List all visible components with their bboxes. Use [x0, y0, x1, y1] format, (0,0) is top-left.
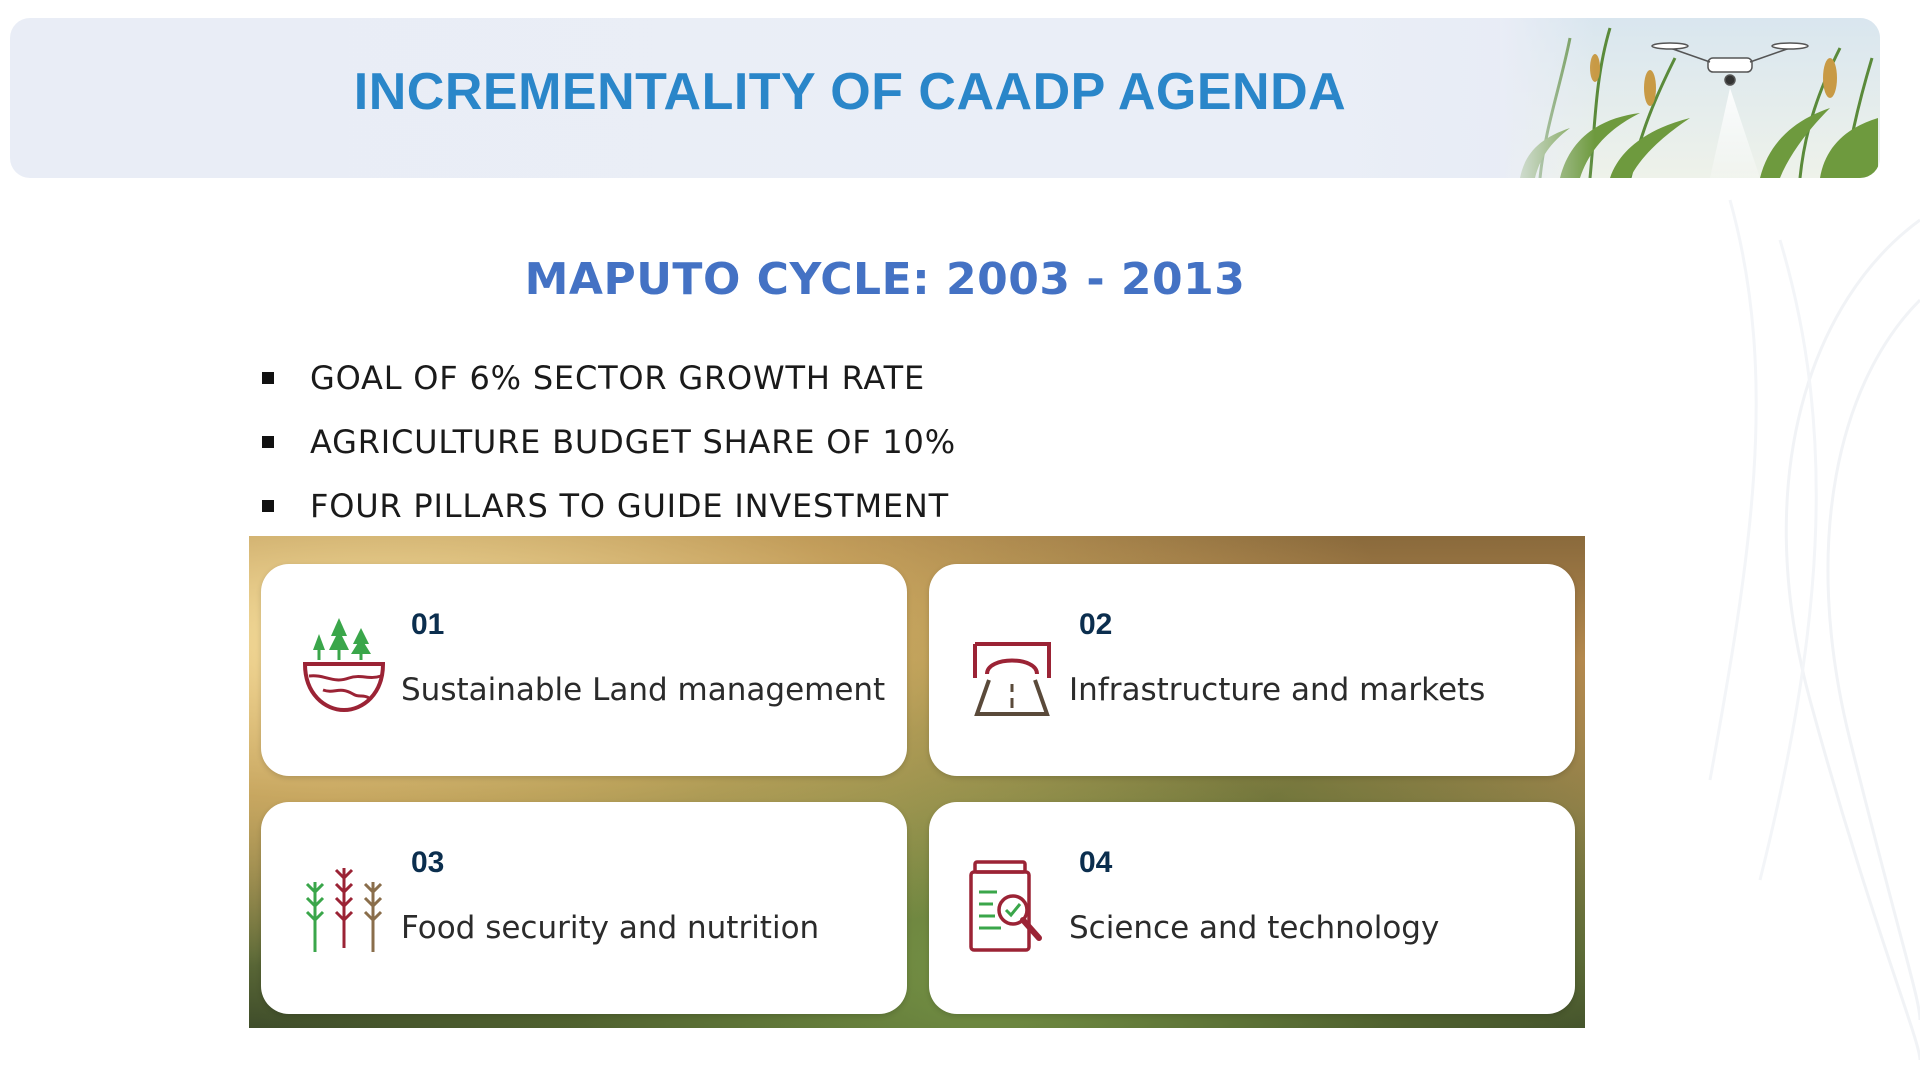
bullet-square-icon	[262, 372, 274, 384]
pillar-number: 04	[1079, 846, 1113, 879]
pillar-card-02	[929, 564, 1575, 776]
background-arc-decoration	[1690, 180, 1920, 1080]
bullet-text: AGRICULTURE BUDGET SHARE OF 10%	[310, 423, 956, 461]
bullet-square-icon	[262, 500, 274, 512]
bullet-list	[258, 355, 956, 547]
document-magnifier-icon	[967, 852, 1057, 962]
section-subtitle: MAPUTO CYCLE: 2003 - 2013	[524, 254, 1246, 305]
road-tunnel-icon	[967, 614, 1057, 724]
pillar-card-01	[261, 564, 907, 776]
pillar-card-04	[929, 802, 1575, 1014]
pillar-number: 03	[411, 846, 445, 879]
crop-field-drone-image	[1500, 18, 1880, 178]
pillar-label: Food security and nutrition	[401, 910, 820, 946]
bullet-item	[258, 419, 956, 483]
land-trees-icon	[299, 614, 389, 724]
page-title: INCREMENTALITY OF CAADP AGENDA	[353, 63, 1347, 121]
pillar-label: Sustainable Land management	[401, 672, 886, 708]
bullet-text: FOUR PILLARS TO GUIDE INVESTMENT	[310, 487, 950, 525]
wheat-stalks-icon	[299, 852, 389, 962]
pillar-number: 02	[1079, 608, 1113, 641]
pillars-panel	[249, 536, 1585, 1028]
pillar-label: Infrastructure and markets	[1069, 672, 1486, 708]
bullet-text: GOAL OF 6% SECTOR GROWTH RATE	[310, 359, 925, 397]
bullet-item	[258, 355, 956, 419]
bullet-square-icon	[262, 436, 274, 448]
pillar-card-03	[261, 802, 907, 1014]
header-banner	[10, 18, 1880, 178]
pillar-number: 01	[411, 608, 445, 641]
pillar-label: Science and technology	[1069, 910, 1440, 946]
